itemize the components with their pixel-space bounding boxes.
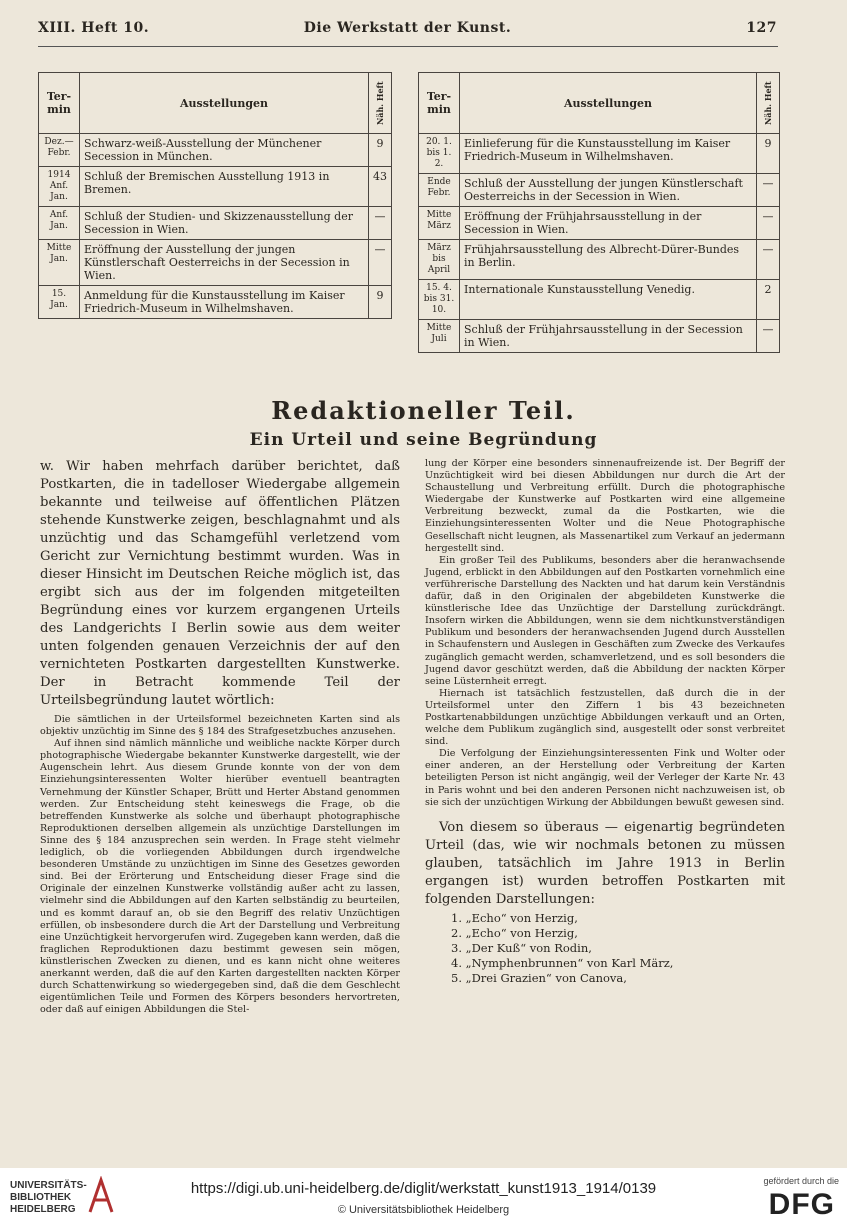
- row-date: März bis April: [419, 240, 460, 280]
- article-title: Ein Urteil und seine Begründung: [249, 430, 598, 450]
- table-row: [39, 207, 392, 240]
- table-row: [419, 280, 780, 320]
- row-text: Einlieferung für die Kunstausstellung im Kaiser Friedrich-Museum in Wilhelmshaven.: [460, 134, 757, 174]
- row-issue: —: [757, 320, 780, 353]
- table-row: [39, 240, 392, 286]
- row-text: Eröffnung der Ausstellung der jungen Künstlerschaft Oesterreichs in der Secession in Wien.: [80, 240, 369, 286]
- table-row: [419, 134, 780, 174]
- issue-number: XIII. Heft 10.: [38, 20, 150, 36]
- page-number: 127: [746, 20, 777, 36]
- row-date: Anf. Jan.: [39, 207, 80, 240]
- row-date: 15. 4. bis 31. 10.: [419, 280, 460, 320]
- verdict-paragraph: Die sämtlichen in der Urteilsformel bezeichneten Karten sind als objektiv unzüchtig im Sinne des § 184 des Strafgesetzbuches anzusehen.: [40, 714, 400, 738]
- dfg-logo: DFG: [768, 1188, 835, 1221]
- header-rule: [38, 46, 778, 47]
- table-row: [419, 174, 780, 207]
- article-column-left: [40, 458, 400, 1016]
- row-text: Schluß der Ausstellung der jungen Künstlerschaft Oesterreichs in der Secession in Wien.: [460, 174, 757, 207]
- verdict-paragraph: Hiernach ist tatsächlich festzustellen, daß durch die in der Urteilsformel unter den Ziffern 1 bis 43 bezeichneten Postkartenabbildungen unzüchtige Abbildungen verkauft und an Orten, welche dem Publikum zugänglich sind, ausgestellt oder sonst verbreitet sind.: [425, 687, 785, 748]
- row-text: Schwarz-weiß-Ausstellung der Münchener Secession in München.: [80, 134, 369, 167]
- article-column-right: [425, 458, 785, 986]
- table-row: [419, 240, 780, 280]
- row-text: Schluß der Bremischen Ausstellung 1913 in Bremen.: [80, 167, 369, 207]
- verdict-paragraph: lung der Körper eine besonders sinnenaufreizende ist. Der Begriff der Unzüchtigkeit wird bei diesen Abbildungen nur durch die Art der Schaustellung und Verbreitung erfüllt. Durch die photographische Wiedergabe der Kunstwerke auf Postkarten wird eine allgemeine Verbreitung bezweckt, zumal da die Postkarten, wie die Einziehungsinteressenten Wolter und die Neue Photographische Gesellschaft nicht leugnen, als Massenartikel zum Verkauf an jedermann hergestellt sind.: [425, 458, 785, 554]
- list-item: 5. „Drei Grazien“ von Canova,: [451, 970, 627, 985]
- exhibition-table-left: [38, 72, 392, 319]
- list-item: 1. „Echo“ von Herzig,: [451, 910, 578, 925]
- running-head: [38, 20, 777, 44]
- row-text: Eröffnung der Frühjahrsausstellung in der Secession in Wien.: [460, 207, 757, 240]
- closing-paragraph: Von diesem so überaus — eigenartig begründeten Urteil (das, wie wir nochmals betonen zu müssen glauben, tatsächlich im Jahre 1913 in Berlin ergangen ist) wurden betroffen Postkarten mit folgenden Darstellungen:: [425, 819, 785, 907]
- row-issue: —: [369, 240, 392, 286]
- row-issue: —: [757, 174, 780, 207]
- th-date: Ter-min: [39, 73, 80, 134]
- th-exhibitions: Ausstellungen: [80, 73, 369, 134]
- row-issue: 43: [369, 167, 392, 207]
- library-line: UNIVERSITÄTS-: [10, 1180, 87, 1191]
- row-text: Anmeldung für die Kunstausstellung im Kaiser Friedrich-Museum in Wilhelmshaven.: [80, 286, 369, 319]
- row-issue: 9: [369, 134, 392, 167]
- row-issue: 2: [757, 280, 780, 320]
- row-date: Ende Febr.: [419, 174, 460, 207]
- table-row: [39, 286, 392, 319]
- works-list: [425, 911, 785, 986]
- row-text: Schluß der Frühjahrsausstellung in der Secession in Wien.: [460, 320, 757, 353]
- th-issue: Näh. Heft: [757, 73, 780, 134]
- row-date: 15. Jan.: [39, 286, 80, 319]
- table-row: [39, 134, 392, 167]
- row-issue: 9: [757, 134, 780, 174]
- viewer-footer: [0, 1168, 847, 1228]
- row-date: Mitte Jan.: [39, 240, 80, 286]
- row-text: Schluß der Studien- und Skizzenausstellung der Secession in Wien.: [80, 207, 369, 240]
- row-date: Dez.—Febr.: [39, 134, 80, 167]
- verdict-paragraph: Die Verfolgung der Einziehungsinteressenten Fink und Wolter oder einer anderen, an der Herstellung oder Verbreitung der Karten beteiligten Person ist nicht angängig, weil der Verleger der Karte Nr. 43 in Paris wohnt und bei den anderen Personen nicht nachzuweisen ist, ob sie sich der unzüchtigen Wirkung der Abbildungen bewußt gewesen sind.: [425, 748, 785, 808]
- library-line: BIBLIOTHEK: [10, 1192, 72, 1203]
- section-title: Redaktioneller Teil.: [271, 396, 576, 425]
- th-date: Ter-min: [419, 73, 460, 134]
- row-text: Frühjahrsausstellung des Albrecht-Dürer-Bundes in Berlin.: [460, 240, 757, 280]
- row-issue: —: [369, 207, 392, 240]
- row-date: Mitte März: [419, 207, 460, 240]
- row-date: 20. 1. bis 1. 2.: [419, 134, 460, 174]
- intro-paragraph: w. Wir haben mehrfach darüber berichtet, daß Postkarten, die in tadelloser Wiedergabe allgemein bekannte und teilweise auf öffentlichen Plätzen stehende Kunstwerke zeigen, beschlagnahmt und als unzüchtig und das Schamgefühl verletzend vom Gericht zur Vernichtung bestimmt wurden. Was in dieser Hinsicht im Deutschen Reiche möglich ist, das ergibt sich aus der im folgenden mitgeteilten Begründung eines vor kurzem ergangenen Urteils des Landgerichts I Berlin sowie aus dem weiter unten folgenden genauen Verzeichnis der auf den vernichteten Postkarten dargestellten Kunstwerke. Der in Betracht kommende Teil der Urteilsbegründung lautet wörtlich:: [40, 459, 400, 708]
- row-issue: —: [757, 207, 780, 240]
- list-item: 3. „Der Kuß“ von Rodin,: [451, 940, 592, 955]
- copyright-notice: © Universitätsbibliothek Heidelberg: [337, 1204, 510, 1216]
- exhibition-table-right: [418, 72, 780, 353]
- row-issue: —: [757, 240, 780, 280]
- journal-title: Die Werkstatt der Kunst.: [303, 20, 512, 36]
- row-issue: 9: [369, 286, 392, 319]
- row-text: Internationale Kunstausstellung Venedig.: [460, 280, 757, 320]
- row-date: Mitte Juli: [419, 320, 460, 353]
- table-row: [419, 207, 780, 240]
- row-date: 1914 Anf. Jan.: [39, 167, 80, 207]
- library-line: HEIDELBERG: [10, 1204, 76, 1215]
- table-row: [419, 320, 780, 353]
- table-row: [39, 167, 392, 207]
- th-exhibitions: Ausstellungen: [460, 73, 757, 134]
- th-issue: Näh. Heft: [369, 73, 392, 134]
- permalink-url[interactable]: https://digi.ub.uni-heidelberg.de/diglit/werkstatt_kunst1913_1914/0139: [190, 1180, 657, 1197]
- verdict-paragraph: Auf ihnen sind nämlich männliche und weibliche nackte Körper durch photographische Wiedergabe bekannter Kunstwerke dargestellt, wie der Augenschein lehrt. Aus diesem Grunde konnte von der von dem Einziehungsinteressenten Wolter hierüber eventuell beantragten Vernehmung der Künstler Schaper, Brütt und Herter Abstand genommen werden. Zur Entscheidung steht keineswegs die Frage, ob die betreffenden Kunstwerke als solche und überhaupt photographische Reproduktionen derselben allgemein als unzüchtige Darstellungen im Sinne des § 184 anzusprechen sein werden. In Frage steht vielmehr lediglich, ob die vorliegenden Abbildungen durch irgendwelche besonderen Umstände zu unzüchtigen im Sinne des Gesetzes geworden sind. Bei der Erörterung und Entscheidung dieser Frage sind die Originale der einzelnen Kunstwerke vollständig außer acht zu lassen, vielmehr sind die Abbildungen auf den Karten selbständig zu beurteilen, und es kommt darauf an, ob sie den Begriff des relativ Unzüchtigen erfüllen, ob insbesondere durch die Art der Darstellung und Verbreitung eine Unzüchtigkeit hervorgerufen wird. Zugegeben kann werden, daß die fraglichen Reproduktionen dazu bestimmt gewesen sein mögen, künstlerischen Zwecken zu dienen, und es kann nicht ohne weiteres anerkannt werden, daß die auf den Karten dargestellten nackten Körper durch Schattenwirkung so wiedergegeben sind, daß die dem Geschlecht eigentümlichen Teile und Formen des Körpers besonders hervortreten, oder daß auf einigen Abbildungen die Stel-: [40, 738, 400, 1016]
- funding-note: gefördert durch die: [763, 1176, 839, 1186]
- verdict-paragraph: Ein großer Teil des Publikums, besonders aber die heranwachsende Jugend, erblickt in den Abbildungen auf den Postkarten vornehmlich eine verführerische Darstellung des Nackten und hat darum kein Verständnis dafür, daß in den Originalen der abgebildeten Kunstwerke die künstlerische Idee das Unzüchtige der Darstellung zurückdrängt. Insofern wirken die Abbildungen, wenn sie dem nichtkunstverständigen Publikum und besonders der heranwachsenden Jugend durch Ausstellen in Schaufenstern und Auslegen in Geschäften zum Zwecke des Verkaufes zugänglich gemacht werden, schamverletzend, und es soll besonders die Jugend davor geschützt werden, daß die Abbildung der nackten Körper seine Lüsternheit erregt.: [425, 554, 785, 687]
- list-item: 4. „Nymphenbrunnen“ von Karl März,: [451, 955, 674, 970]
- list-item: 2. „Echo“ von Herzig,: [451, 925, 578, 940]
